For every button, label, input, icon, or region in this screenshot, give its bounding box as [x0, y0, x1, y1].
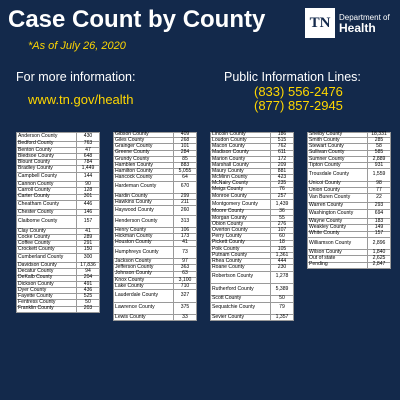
case-count: 58 — [376, 143, 382, 150]
county-name: Weakley County — [308, 225, 368, 230]
county-name: Sequatchie County — [211, 303, 271, 314]
county-name: Henry County — [114, 228, 174, 233]
tn-logo-icon: TN — [305, 8, 335, 38]
case-count: 5,389 — [275, 285, 289, 292]
case-count: 1,278 — [275, 273, 289, 280]
case-count: 85 — [182, 155, 188, 162]
county-name: Putnam County — [211, 253, 271, 258]
case-count: 491 — [83, 280, 93, 287]
case-count: 150 — [83, 246, 93, 253]
case-count: 146 — [83, 209, 93, 216]
case-count: 173 — [180, 233, 190, 240]
county-name: Rhea County — [211, 259, 271, 264]
case-count: 18 — [279, 239, 285, 246]
county-name: Perry County — [211, 234, 271, 239]
as-of-date: *As of July 26, 2020 — [28, 40, 126, 52]
county-name: Bradley County — [17, 166, 77, 171]
county-name: Roane County — [211, 265, 271, 270]
county-name: Obion County — [211, 222, 271, 227]
county-name: Shelby County — [308, 133, 368, 137]
case-count: 5,055 — [178, 167, 192, 174]
table-row — [113, 315, 197, 321]
county-name: Blount County — [17, 160, 77, 165]
case-count: 149 — [374, 224, 384, 231]
case-count: 22 — [376, 194, 382, 201]
county-name: Sevier County — [211, 315, 271, 320]
county-name: Madison County — [211, 151, 271, 156]
case-count: 423 — [277, 174, 287, 181]
case-count: 2,896 — [372, 239, 386, 246]
health-website-link[interactable]: www.tn.gov/health — [28, 92, 134, 107]
case-count: 515 — [277, 136, 287, 143]
table-row — [113, 290, 197, 302]
case-count: 301 — [83, 193, 93, 200]
county-name: Crockett County — [17, 247, 77, 252]
county-name: Pickett County — [211, 241, 271, 246]
case-count: 444 — [277, 257, 287, 264]
county-name: Coffee County — [17, 241, 77, 246]
county-name: Loudon County — [211, 138, 271, 143]
case-count: 18,331 — [371, 131, 387, 138]
case-count: 257 — [277, 192, 287, 199]
case-count: 90 — [85, 180, 91, 187]
case-count: 204 — [83, 274, 93, 281]
case-count: 313 — [180, 217, 190, 224]
county-name: Cannon County — [17, 182, 77, 187]
county-name: Franklin County — [17, 307, 77, 312]
case-count: 1,357 — [275, 313, 289, 320]
case-count: 235 — [277, 180, 287, 187]
case-count: 33 — [182, 313, 188, 320]
case-count: 1,449 — [81, 165, 95, 172]
county-name: Hardeman County — [114, 182, 174, 193]
county-name: Dyer County — [17, 288, 77, 293]
county-table-column-2 — [113, 132, 197, 321]
case-count: 2,847 — [372, 261, 386, 268]
case-count: 1,840 — [372, 249, 386, 256]
county-name: Cocke County — [17, 235, 77, 240]
county-name: Bedford County — [17, 142, 77, 147]
case-count: 363 — [180, 264, 190, 271]
county-name: Hamilton County — [114, 169, 174, 174]
logo-text — [339, 12, 390, 34]
table-row — [16, 307, 100, 313]
case-count: 55 — [279, 214, 285, 221]
county-name: Moore County — [211, 210, 271, 215]
case-count: 105 — [277, 245, 287, 252]
county-name: Campbell County — [17, 173, 77, 182]
case-count: 268 — [180, 136, 190, 143]
county-name: Sumner County — [308, 157, 368, 162]
case-count: 375 — [180, 304, 190, 311]
case-count: 648 — [83, 152, 93, 159]
case-count: 41 — [182, 239, 188, 246]
case-count: 670 — [180, 183, 190, 190]
county-name: Hamblen County — [114, 163, 174, 168]
county-name: Morgan County — [211, 216, 271, 221]
case-count: 1,559 — [372, 171, 386, 178]
county-name: Robertson County — [211, 272, 271, 283]
county-table-column-4 — [307, 132, 391, 269]
case-count: 784 — [83, 158, 93, 165]
county-name: Scott County — [211, 296, 271, 301]
case-count: 60 — [279, 233, 285, 240]
county-table-column-1 — [16, 132, 100, 313]
county-name: Lawrence County — [114, 303, 174, 314]
county-name: Houston County — [114, 241, 174, 246]
county-name: Bledsoe County — [17, 154, 77, 159]
county-name: Wilson County — [308, 250, 368, 255]
county-name: Hawkins County — [114, 200, 174, 205]
county-name: Washington County — [308, 210, 368, 219]
case-count: 186 — [277, 131, 287, 138]
county-name: Decatur County — [17, 269, 77, 274]
case-count: 710 — [180, 282, 190, 289]
county-name: Fentress County — [17, 300, 77, 305]
county-name: Lauderdale County — [114, 290, 174, 301]
logo-department: Department of — [339, 13, 390, 22]
more-info-label: For more information: — [16, 70, 136, 84]
case-count: 172 — [277, 155, 287, 162]
county-name: Macon County — [211, 144, 271, 149]
case-count: 762 — [277, 143, 287, 150]
case-count: 260 — [180, 206, 190, 213]
county-name: Greene County — [114, 151, 174, 156]
phone-number-2[interactable]: (877) 857-2945 — [254, 98, 343, 113]
county-name: Meigs County — [211, 188, 271, 193]
case-count: 327 — [180, 292, 190, 299]
case-count: 77 — [376, 186, 382, 193]
case-count: 144 — [83, 173, 93, 180]
county-name: Giles County — [114, 138, 174, 143]
county-name: McNairy County — [211, 182, 271, 187]
logo-health: Health — [339, 21, 376, 35]
case-count: 430 — [83, 133, 93, 139]
county-name: Monroe County — [211, 194, 271, 199]
county-name: Union County — [308, 188, 368, 193]
case-count: 289 — [83, 233, 93, 240]
case-count: 2,889 — [372, 155, 386, 162]
county-name: Grundy County — [114, 157, 174, 162]
county-name: Van Buren County — [308, 194, 368, 203]
tn-health-logo — [305, 8, 390, 38]
phone-number-1[interactable]: (833) 556-2476 — [254, 84, 343, 99]
county-name: Sullivan County — [308, 151, 368, 156]
county-name: Hardin County — [114, 194, 174, 199]
case-count: 763 — [83, 140, 93, 147]
case-count: 64 — [182, 174, 188, 181]
case-count: 101 — [180, 143, 190, 150]
county-name: Trousdale County — [308, 169, 368, 180]
case-count: 300 — [83, 254, 93, 261]
county-name: Tipton County — [308, 163, 368, 168]
case-count: 1,439 — [275, 200, 289, 207]
table-row — [307, 263, 391, 269]
case-count: 128 — [83, 187, 93, 194]
case-count: 611 — [277, 149, 287, 156]
case-count: 2,625 — [372, 255, 386, 262]
case-count: 436 — [83, 286, 93, 293]
case-count: 931 — [374, 161, 384, 168]
county-name: Williamson County — [308, 238, 368, 249]
county-name: Hancock County — [114, 175, 174, 180]
county-name: Pending — [308, 263, 368, 268]
case-count: 73 — [182, 248, 188, 255]
case-count: 17,836 — [80, 262, 96, 268]
case-count: 694 — [374, 210, 384, 217]
county-name: Marion County — [211, 157, 271, 162]
county-name: Davidson County — [17, 263, 77, 268]
county-name: Out of state — [308, 256, 368, 261]
county-name: White County — [308, 232, 368, 237]
county-name: Jackson County — [114, 259, 174, 264]
case-count: 209 — [277, 161, 287, 168]
case-count: 203 — [83, 305, 93, 312]
county-table-column-3 — [210, 132, 294, 321]
county-name: Marshall County — [211, 163, 271, 168]
case-count: 157 — [374, 230, 384, 237]
county-name: Humphreys County — [114, 247, 174, 258]
case-count: 79 — [279, 304, 285, 311]
case-count: 1,361 — [275, 251, 289, 258]
case-count: 41 — [85, 227, 91, 234]
case-count: 284 — [180, 149, 190, 156]
case-count: 291 — [83, 240, 93, 247]
county-name: Claiborne County — [17, 216, 77, 227]
case-count: 63 — [182, 270, 188, 277]
case-count: 3,100 — [178, 276, 192, 283]
county-name: Haywood County — [114, 206, 174, 215]
county-name: Carter County — [17, 195, 77, 200]
case-count: 47 — [85, 146, 91, 153]
case-count: 585 — [374, 149, 384, 156]
county-name: Clay County — [17, 229, 77, 234]
case-count: 107 — [277, 227, 287, 234]
county-name: Knox County — [114, 278, 174, 283]
case-count: 525 — [83, 292, 93, 299]
county-name: Carroll County — [17, 188, 77, 193]
case-count: 76 — [279, 186, 285, 193]
county-name: Montgomery County — [211, 200, 271, 209]
table-row — [210, 272, 294, 284]
case-count: 97 — [182, 258, 188, 264]
county-name: Gibson County — [114, 133, 174, 137]
table-row — [113, 206, 197, 216]
county-name: Jefferson County — [114, 265, 174, 270]
case-count: 211 — [180, 198, 190, 205]
case-count: 98 — [376, 180, 382, 187]
county-name: McMinn County — [211, 175, 271, 180]
county-name: Smith County — [308, 138, 368, 143]
table-row — [210, 315, 294, 321]
case-count: 50 — [279, 295, 285, 302]
case-count: 285 — [374, 136, 384, 143]
county-name: Lewis County — [114, 315, 174, 320]
case-count: 36 — [279, 208, 285, 215]
case-count: 293 — [374, 202, 384, 209]
county-name: Johnson County — [114, 272, 174, 277]
case-count: 50 — [85, 299, 91, 306]
county-name: Unicoi County — [308, 182, 368, 187]
case-count: 183 — [374, 218, 384, 225]
county-name: Hickman County — [114, 234, 174, 239]
county-name: Maury County — [211, 169, 271, 174]
page-title: Case Count by County — [8, 6, 266, 33]
case-count: 94 — [85, 268, 91, 275]
county-name: Lake County — [114, 284, 174, 289]
county-name: Stewart County — [308, 144, 368, 149]
case-count: 230 — [277, 264, 287, 271]
case-count: 883 — [180, 161, 190, 168]
county-name: Fayette County — [17, 294, 77, 299]
case-count: 276 — [277, 220, 287, 227]
county-name: Anderson County — [17, 133, 77, 141]
county-name: Lincoln County — [211, 133, 271, 137]
county-name: Polk County — [211, 247, 271, 252]
county-name: Wayne County — [308, 219, 368, 224]
case-count: 106 — [180, 227, 190, 234]
county-name: Dickson County — [17, 282, 77, 287]
case-count: 446 — [83, 201, 93, 208]
case-count: 409 — [180, 131, 190, 138]
public-lines-label: Public Information Lines: — [224, 70, 361, 84]
case-count: 157 — [83, 218, 93, 225]
county-name: Henderson County — [114, 216, 174, 227]
county-name: Warren County — [308, 203, 368, 208]
county-name: Overton County — [211, 228, 271, 233]
county-name: Rutherford County — [211, 284, 271, 295]
county-name: Cheatham County — [17, 201, 77, 210]
county-name: Chester County — [17, 210, 77, 215]
case-count: 881 — [277, 167, 287, 174]
county-name: DeKalb County — [17, 276, 77, 281]
county-name: Benton County — [17, 148, 77, 153]
county-name: Grainger County — [114, 144, 174, 149]
table-row — [16, 216, 100, 228]
case-count: 299 — [180, 192, 190, 199]
county-name: Cumberland County — [17, 254, 77, 263]
